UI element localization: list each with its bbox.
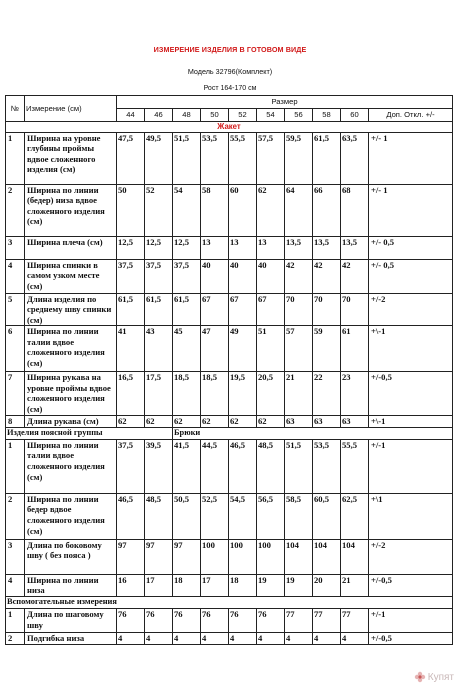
size-value: 47,5 [117, 132, 145, 184]
flower-logo-icon [414, 671, 426, 683]
size-value: 37,5 [145, 259, 173, 293]
size-value: 46,5 [117, 493, 145, 539]
size-value: 52 [145, 184, 173, 236]
size-value: 40 [257, 259, 285, 293]
size-value: 61,5 [313, 132, 341, 184]
measurement-name: Длина изделия по среднему шву спинки (см) [25, 293, 117, 326]
measurement-name: Ширина спинки в самом узком месте (см) [25, 259, 117, 293]
size-value: 41,5 [173, 439, 201, 493]
size-value: 100 [201, 539, 229, 574]
table-row [6, 632, 453, 644]
size-value: 22 [313, 372, 341, 416]
size-value: 42 [341, 259, 369, 293]
size-value: 76 [229, 608, 257, 632]
size-value: 62,5 [341, 493, 369, 539]
size-value: 77 [285, 608, 313, 632]
row-number: 3 [6, 539, 25, 574]
size-value: 59,5 [285, 132, 313, 184]
tolerance-value: +\-1 [369, 416, 453, 428]
size-value: 49 [229, 326, 257, 372]
size-value: 62 [173, 416, 201, 428]
row-number: 2 [6, 493, 25, 539]
size-value: 104 [313, 539, 341, 574]
size-value: 70 [341, 293, 369, 326]
size-value: 13 [201, 236, 229, 259]
row-number: 4 [6, 259, 25, 293]
size-value: 97 [117, 539, 145, 574]
table-row [6, 184, 453, 236]
size-value: 13 [257, 236, 285, 259]
size-value: 67 [229, 293, 257, 326]
size-value: 54,5 [229, 493, 257, 539]
size-value: 18,5 [173, 372, 201, 416]
table-row [6, 574, 453, 596]
section-row-jacket [6, 122, 453, 133]
section-label-auxiliary: Вспомогательные измерения [6, 596, 453, 608]
size-value: 67 [201, 293, 229, 326]
row-number: 7 [6, 372, 25, 416]
row-number: 2 [6, 632, 25, 644]
tolerance-value: +/-0,5 [369, 632, 453, 644]
size-value: 62 [117, 416, 145, 428]
size-value: 20 [313, 574, 341, 596]
column-header-tolerance: Доп. Откл. +/- [369, 109, 453, 122]
row-number: 6 [6, 326, 25, 372]
size-value: 37,5 [117, 439, 145, 493]
size-value: 4 [341, 632, 369, 644]
size-value: 37,5 [173, 259, 201, 293]
watermark-logo [414, 671, 454, 683]
size-value: 12,5 [145, 236, 173, 259]
size-value: 40 [201, 259, 229, 293]
size-value: 13 [229, 236, 257, 259]
size-value: 104 [341, 539, 369, 574]
table-row [6, 439, 453, 493]
size-value: 18 [229, 574, 257, 596]
size-value: 63 [285, 416, 313, 428]
size-value: 45 [173, 326, 201, 372]
measurement-name: Ширина по линии (бедер) низа вдвое сложенного изделия (см) [25, 184, 117, 236]
tolerance-value: +\-1 [369, 326, 453, 372]
size-value: 42 [285, 259, 313, 293]
size-value: 62 [257, 416, 285, 428]
section-label-jacket: Жакет [6, 122, 453, 133]
size-value: 57,5 [257, 132, 285, 184]
size-value: 13,5 [313, 236, 341, 259]
size-value: 61 [341, 326, 369, 372]
size-value: 44,5 [201, 439, 229, 493]
size-value: 62 [145, 416, 173, 428]
size-value: 63 [313, 416, 341, 428]
size-value: 76 [201, 608, 229, 632]
size-value: 97 [145, 539, 173, 574]
measurement-name: Длина по боковому шву ( без пояса ) [25, 539, 117, 574]
size-value: 19,5 [229, 372, 257, 416]
size-value: 18,5 [201, 372, 229, 416]
size-value: 62 [257, 184, 285, 236]
size-header-44: 44 [117, 109, 145, 122]
size-header-54: 54 [257, 109, 285, 122]
measurement-name: Ширина рукава на уровне проймы вдвое сложенного изделия (см) [25, 372, 117, 416]
size-value: 4 [145, 632, 173, 644]
measurement-name: Ширина по линии бедер вдвое сложенного изделия (см) [25, 493, 117, 539]
table-row [6, 539, 453, 574]
size-value: 55,5 [229, 132, 257, 184]
size-value: 4 [313, 632, 341, 644]
size-value: 16 [117, 574, 145, 596]
size-value: 40 [229, 259, 257, 293]
size-header-52: 52 [229, 109, 257, 122]
size-value: 13,5 [285, 236, 313, 259]
size-value: 12,5 [117, 236, 145, 259]
size-value: 60,5 [313, 493, 341, 539]
size-header-46: 46 [145, 109, 173, 122]
table-row [6, 416, 453, 428]
tolerance-value: +/-1 [369, 608, 453, 632]
size-value: 39,5 [145, 439, 173, 493]
table-row [6, 132, 453, 184]
size-value: 104 [285, 539, 313, 574]
column-header-number: № [6, 96, 25, 122]
table-row [6, 293, 453, 326]
size-value: 70 [313, 293, 341, 326]
section-row-auxiliary [6, 596, 453, 608]
size-value: 21 [341, 574, 369, 596]
size-value: 60 [229, 184, 257, 236]
column-header-measurement: Измерение (см) [25, 96, 117, 122]
table-row [6, 608, 453, 632]
document-title: ИЗМЕРЕНИЕ ИЗДЕЛИЯ В ГОТОВОМ ВИДЕ [153, 45, 307, 54]
tolerance-value: +/- 1 [369, 132, 453, 184]
row-number: 3 [6, 236, 25, 259]
row-number: 8 [6, 416, 25, 428]
size-value: 54 [173, 184, 201, 236]
size-header-50: 50 [201, 109, 229, 122]
size-value: 17 [201, 574, 229, 596]
row-number: 1 [6, 608, 25, 632]
size-value: 76 [145, 608, 173, 632]
size-value: 37,5 [117, 259, 145, 293]
size-value: 58 [201, 184, 229, 236]
size-value: 13,5 [341, 236, 369, 259]
size-value: 47 [201, 326, 229, 372]
size-value: 58,5 [285, 493, 313, 539]
size-value: 4 [257, 632, 285, 644]
size-value: 63 [341, 416, 369, 428]
size-value: 70 [285, 293, 313, 326]
size-header-48: 48 [173, 109, 201, 122]
size-value: 56,5 [257, 493, 285, 539]
size-value: 57 [285, 326, 313, 372]
row-number: 4 [6, 574, 25, 596]
size-value: 4 [117, 632, 145, 644]
measurement-name: Ширина плеча (см) [25, 236, 117, 259]
tolerance-value: +/- 1 [369, 184, 453, 236]
measurement-name: Ширина по линии низа [25, 574, 117, 596]
measurement-name: Длина рукава (см) [25, 416, 117, 428]
table-row [6, 236, 453, 259]
size-value: 59 [313, 326, 341, 372]
size-header-58: 58 [313, 109, 341, 122]
size-value: 68 [341, 184, 369, 236]
size-header-60: 60 [341, 109, 369, 122]
measurement-name: Ширина по линии талии вдвое сложенного изделия (см) [25, 326, 117, 372]
size-value: 4 [201, 632, 229, 644]
size-value: 4 [285, 632, 313, 644]
tolerance-value: +/- 0,5 [369, 259, 453, 293]
size-value: 4 [229, 632, 257, 644]
tolerance-value: +/-0,5 [369, 372, 453, 416]
tolerance-value: +/-0,5 [369, 574, 453, 596]
row-number: 1 [6, 439, 25, 493]
size-value: 17 [145, 574, 173, 596]
tolerance-value: +/-2 [369, 293, 453, 326]
row-number: 1 [6, 132, 25, 184]
section-label-waist-group: Изделия поясной группы [6, 428, 173, 440]
size-value: 42 [313, 259, 341, 293]
size-value: 61,5 [145, 293, 173, 326]
row-number: 5 [6, 293, 25, 326]
size-value: 51,5 [173, 132, 201, 184]
size-value: 64 [285, 184, 313, 236]
size-value: 46,5 [229, 439, 257, 493]
size-value: 76 [173, 608, 201, 632]
size-value: 62 [229, 416, 257, 428]
table-row [6, 326, 453, 372]
measurement-name: Подгибка низа [25, 632, 117, 644]
size-value: 20,5 [257, 372, 285, 416]
size-value: 76 [117, 608, 145, 632]
size-value: 100 [229, 539, 257, 574]
measurement-table [5, 95, 453, 645]
table-row [6, 372, 453, 416]
size-value: 12,5 [173, 236, 201, 259]
section-row-waist-group [6, 428, 453, 440]
size-value: 53,5 [313, 439, 341, 493]
size-value: 52,5 [201, 493, 229, 539]
size-value: 16,5 [117, 372, 145, 416]
watermark-text: Купят [427, 671, 454, 683]
size-value: 50 [117, 184, 145, 236]
row-number: 2 [6, 184, 25, 236]
size-value: 43 [145, 326, 173, 372]
column-header-size: Размер [117, 96, 453, 109]
size-value: 18 [173, 574, 201, 596]
size-value: 51 [257, 326, 285, 372]
measurement-name: Ширина на уровне глубины проймы вдвое сложенного изделия (см) [25, 132, 117, 184]
tolerance-value: +/- 0,5 [369, 236, 453, 259]
tolerance-value: +/-1 [369, 439, 453, 493]
size-value: 62 [201, 416, 229, 428]
size-value: 17,5 [145, 372, 173, 416]
size-value: 48,5 [257, 439, 285, 493]
size-value: 61,5 [173, 293, 201, 326]
model-label: Модель 32796(Комплект) [187, 67, 273, 76]
size-header-56: 56 [285, 109, 313, 122]
section-label-trousers: Брюки [173, 428, 453, 440]
size-value: 61,5 [117, 293, 145, 326]
tolerance-value: +/-2 [369, 539, 453, 574]
size-value: 51,5 [285, 439, 313, 493]
size-value: 41 [117, 326, 145, 372]
size-value: 53,5 [201, 132, 229, 184]
height-label: Рост 164-170 см [203, 85, 257, 92]
size-value: 77 [313, 608, 341, 632]
size-value: 19 [285, 574, 313, 596]
size-value: 66 [313, 184, 341, 236]
size-value: 4 [173, 632, 201, 644]
size-value: 21 [285, 372, 313, 416]
measurement-name: Длина по шаговому шву [25, 608, 117, 632]
measurement-name: Ширина по линии талии вдвое сложенного изделия (см) [25, 439, 117, 493]
size-value: 63,5 [341, 132, 369, 184]
size-value: 100 [257, 539, 285, 574]
size-value: 23 [341, 372, 369, 416]
size-value: 55,5 [341, 439, 369, 493]
size-value: 67 [257, 293, 285, 326]
size-value: 77 [341, 608, 369, 632]
size-value: 19 [257, 574, 285, 596]
tolerance-value: +\1 [369, 493, 453, 539]
size-value: 48,5 [145, 493, 173, 539]
size-value: 97 [173, 539, 201, 574]
size-value: 49,5 [145, 132, 173, 184]
size-value: 76 [257, 608, 285, 632]
table-row [6, 493, 453, 539]
size-value: 50,5 [173, 493, 201, 539]
table-row [6, 259, 453, 293]
